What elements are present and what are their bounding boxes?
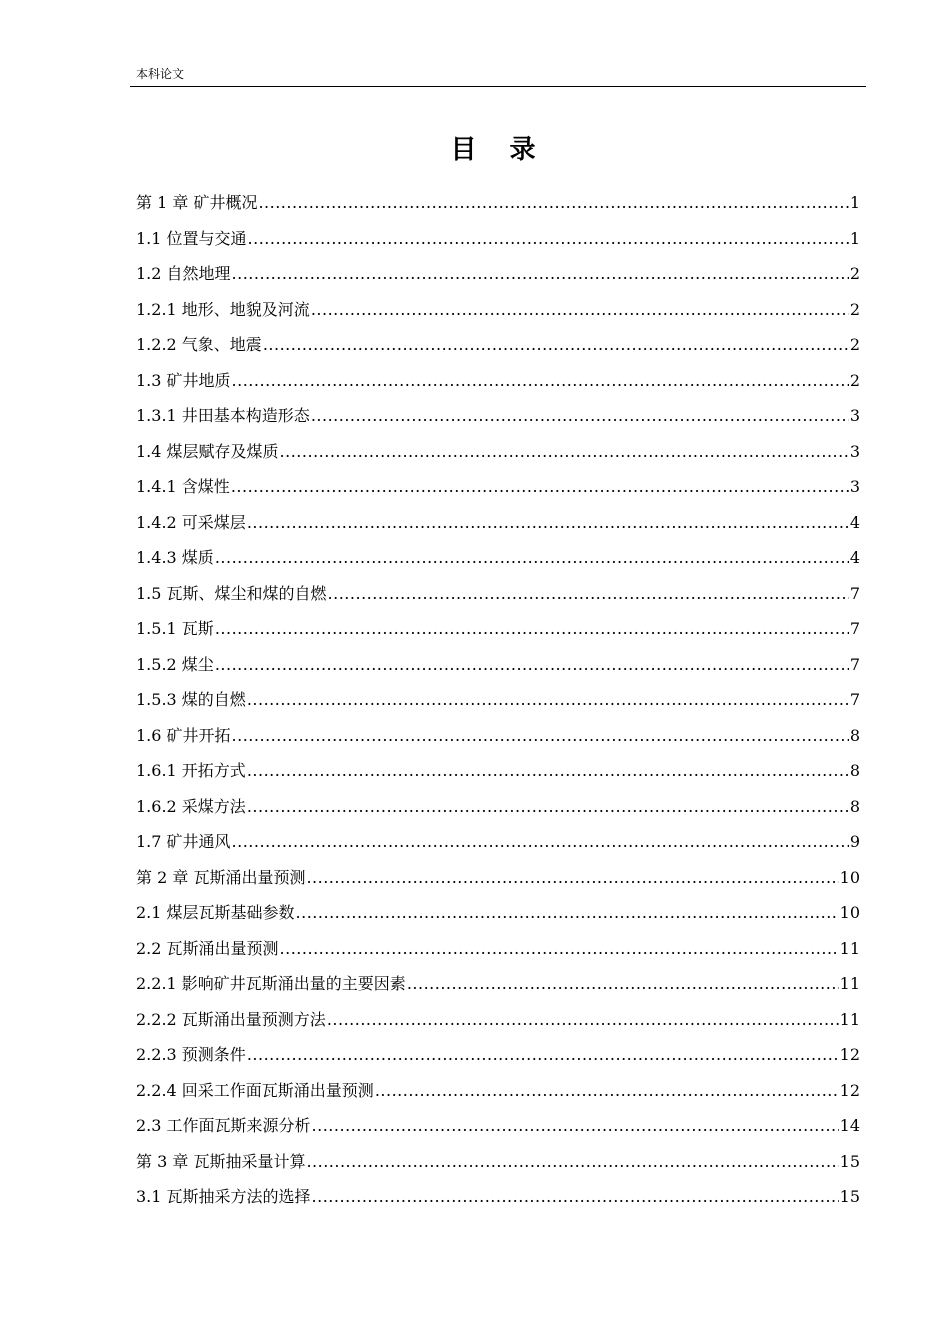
toc-entry-page: 7 <box>849 654 860 674</box>
toc-entry-page: 8 <box>849 725 860 745</box>
toc-leader-dots <box>258 185 848 221</box>
toc-entry-label: 2.2 瓦斯涌出量预测 <box>136 938 279 958</box>
toc-entry[interactable] <box>136 434 860 470</box>
toc-entry-label: 1.4 煤层赋存及煤质 <box>136 441 279 461</box>
toc-entry[interactable] <box>136 860 860 896</box>
toc-entry-page: 3 <box>849 477 860 496</box>
toc-leader-dots <box>312 1179 839 1215</box>
toc-entry-page: 2 <box>849 370 860 390</box>
toc-leader-dots <box>280 931 839 967</box>
toc-entry[interactable] <box>136 966 860 1002</box>
toc-entry-page: 10 <box>839 867 860 887</box>
toc-entry-page: 4 <box>849 512 860 532</box>
toc-entry[interactable] <box>136 256 860 292</box>
toc-leader-dots <box>280 434 849 470</box>
toc-leader-dots <box>215 611 849 647</box>
toc-leader-dots <box>311 292 849 328</box>
toc-leader-dots <box>247 682 849 718</box>
toc-entry-page: 11 <box>839 938 860 958</box>
toc-entry[interactable] <box>136 576 860 612</box>
toc-leader-dots <box>247 753 849 789</box>
toc-entry-page: 2 <box>849 264 860 283</box>
toc-entry[interactable] <box>136 363 860 399</box>
toc-entry-label: 1.2.2 气象、地震 <box>136 335 262 354</box>
toc-entry-page: 15 <box>839 1187 860 1206</box>
toc-entry-label: 2.2.2 瓦斯涌出量预测方法 <box>136 1009 326 1029</box>
toc-leader-dots <box>231 469 849 505</box>
toc-entry-label: 1.4.1 含煤性 <box>136 477 230 496</box>
toc-entry-label: 第 2 章 瓦斯涌出量预测 <box>136 867 306 887</box>
toc-entry-label: 3.1 瓦斯抽采方法的选择 <box>136 1187 311 1206</box>
toc-entry-page: 7 <box>849 619 860 638</box>
toc-entry-label: 1.6.1 开拓方式 <box>136 761 246 780</box>
toc-leader-dots <box>296 895 839 931</box>
toc-entry-label: 1.5 瓦斯、煤尘和煤的自燃 <box>136 583 327 603</box>
toc-entry[interactable] <box>136 789 860 825</box>
toc-entry[interactable] <box>136 824 860 860</box>
toc-entry-label: 1.7 矿井通风 <box>136 832 231 851</box>
toc-leader-dots <box>306 1144 838 1180</box>
header-text: 本科论文 <box>136 67 185 81</box>
toc-entry[interactable] <box>136 1073 860 1109</box>
toc-entry-label: 2.3 工作面瓦斯来源分析 <box>136 1116 311 1135</box>
toc-entry[interactable] <box>136 647 860 683</box>
toc-entry[interactable] <box>136 540 860 576</box>
toc-entry-page: 4 <box>849 548 860 567</box>
toc-leader-dots <box>232 256 849 292</box>
toc-entry-page: 1 <box>849 193 860 212</box>
toc-entry-page: 3 <box>849 406 860 425</box>
toc-leader-dots <box>312 1108 839 1144</box>
toc-entry[interactable] <box>136 1108 860 1144</box>
toc-entry-page: 2 <box>849 335 860 354</box>
toc-leader-dots <box>311 398 849 434</box>
toc-entry-label: 1.6 矿井开拓 <box>136 725 231 745</box>
toc-entry[interactable] <box>136 221 860 257</box>
page-title: 目 录 <box>450 135 548 165</box>
toc-entry-label: 1.5.3 煤的自燃 <box>136 690 246 709</box>
toc-entry-page: 8 <box>849 761 860 780</box>
table-of-contents <box>136 185 860 1215</box>
toc-entry[interactable] <box>136 931 860 967</box>
toc-entry[interactable] <box>136 1002 860 1038</box>
toc-entry-label: 2.2.4 回采工作面瓦斯涌出量预测 <box>136 1080 374 1100</box>
toc-entry-label: 1.2.1 地形、地貌及河流 <box>136 299 310 319</box>
toc-entry[interactable] <box>136 185 860 221</box>
toc-entry-page: 14 <box>839 1116 860 1135</box>
toc-entry-label: 1.4.3 煤质 <box>136 548 214 567</box>
toc-entry-label: 1.1 位置与交通 <box>136 228 247 248</box>
toc-entry-page: 15 <box>839 1151 860 1171</box>
toc-leader-dots <box>327 1002 839 1038</box>
toc-entry-label: 第 1 章 矿井概况 <box>136 193 258 212</box>
toc-entry[interactable] <box>136 753 860 789</box>
toc-entry-page: 3 <box>849 441 860 461</box>
toc-entry[interactable] <box>136 1144 860 1180</box>
toc-entry-page: 1 <box>849 228 860 248</box>
toc-entry-label: 第 3 章 瓦斯抽采量计算 <box>136 1151 306 1171</box>
toc-entry-page: 11 <box>839 1009 860 1029</box>
toc-leader-dots <box>247 505 849 541</box>
toc-entry[interactable] <box>136 292 860 328</box>
toc-entry-page: 12 <box>839 1045 860 1064</box>
toc-leader-dots <box>248 221 849 257</box>
toc-entry[interactable] <box>136 682 860 718</box>
toc-entry[interactable] <box>136 718 860 754</box>
toc-entry-page: 7 <box>849 583 860 603</box>
toc-entry-page: 10 <box>839 903 860 922</box>
toc-entry-label: 2.2.1 影响矿井瓦斯涌出量的主要因素 <box>136 974 406 993</box>
toc-leader-dots <box>215 540 849 576</box>
toc-entry[interactable] <box>136 327 860 363</box>
toc-entry-label: 1.2 自然地理 <box>136 264 231 283</box>
toc-leader-dots <box>375 1073 839 1109</box>
toc-leader-dots <box>232 718 849 754</box>
toc-leader-dots <box>407 966 839 1002</box>
toc-entry-page: 9 <box>849 832 860 851</box>
toc-entry[interactable] <box>136 1037 860 1073</box>
toc-leader-dots <box>328 576 849 612</box>
toc-entry-label: 1.4.2 可采煤层 <box>136 512 246 532</box>
toc-entry-page: 12 <box>839 1080 860 1100</box>
toc-leader-dots <box>306 860 838 896</box>
toc-leader-dots <box>263 327 849 363</box>
toc-entry[interactable] <box>136 611 860 647</box>
toc-leader-dots <box>232 363 849 399</box>
toc-entry-label: 1.5.2 煤尘 <box>136 654 214 674</box>
toc-entry-label: 1.3.1 井田基本构造形态 <box>136 406 310 425</box>
toc-leader-dots <box>247 1037 839 1073</box>
toc-leader-dots <box>247 789 849 825</box>
toc-entry-label: 1.3 矿井地质 <box>136 370 231 390</box>
toc-leader-dots <box>215 647 849 683</box>
toc-entry-page: 11 <box>839 974 860 993</box>
toc-entry-page: 2 <box>849 299 860 319</box>
toc-entry[interactable] <box>136 469 860 505</box>
toc-entry[interactable] <box>136 1179 860 1215</box>
toc-entry[interactable] <box>136 895 860 931</box>
toc-entry-label: 1.5.1 瓦斯 <box>136 619 214 638</box>
toc-entry-label: 1.6.2 采煤方法 <box>136 796 246 816</box>
toc-entry[interactable] <box>136 505 860 541</box>
toc-entry-page: 8 <box>849 796 860 816</box>
toc-entry[interactable] <box>136 398 860 434</box>
page-header <box>130 64 866 87</box>
toc-entry-page: 7 <box>849 690 860 709</box>
toc-leader-dots <box>232 824 849 860</box>
toc-entry-label: 2.2.3 预测条件 <box>136 1045 246 1064</box>
toc-entry-label: 2.1 煤层瓦斯基础参数 <box>136 903 295 922</box>
